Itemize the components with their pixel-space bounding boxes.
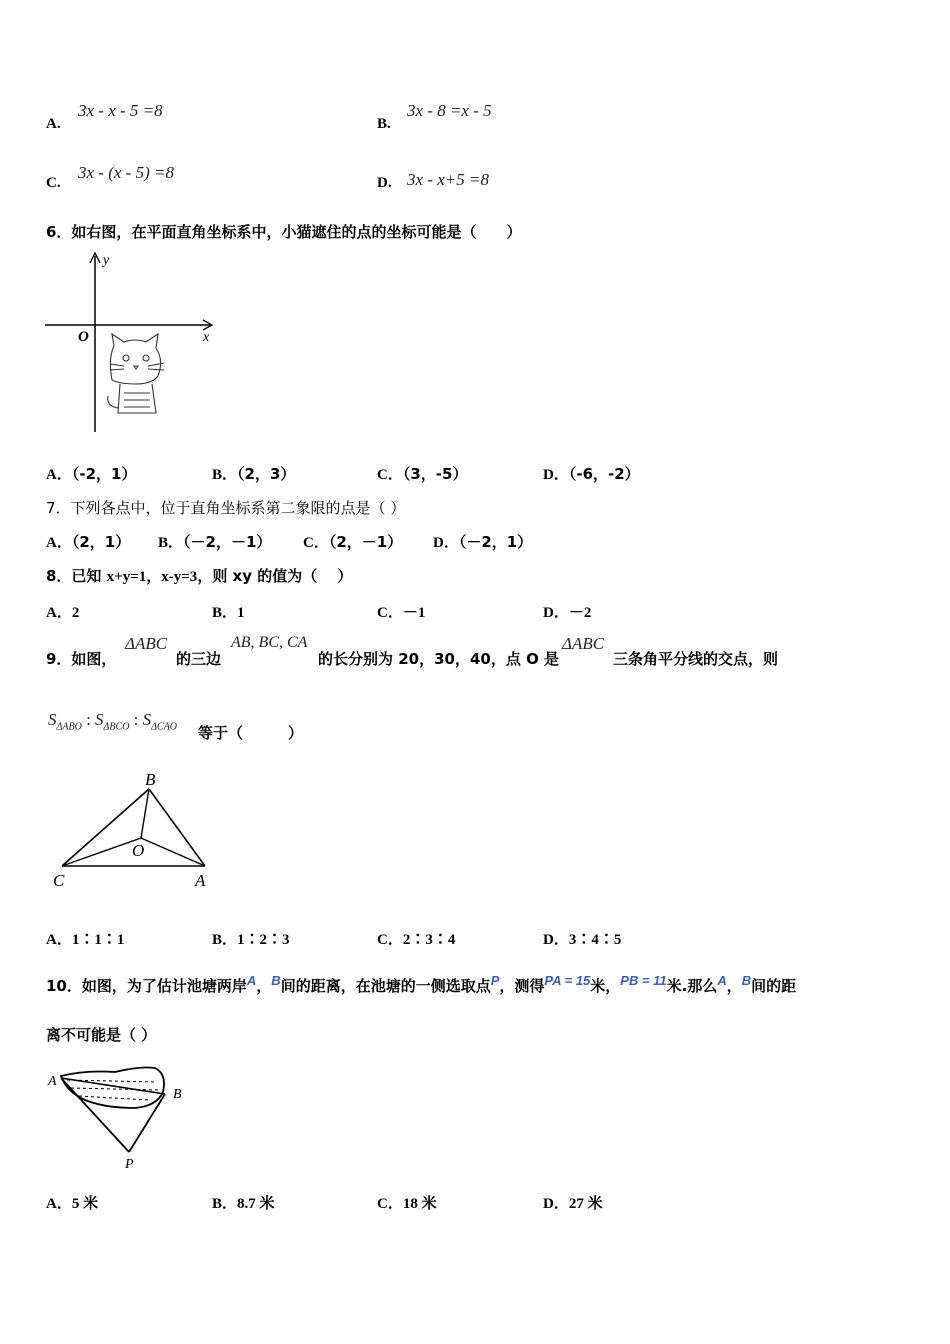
- q10-option-c[interactable]: [377, 1192, 437, 1213]
- q8-option-c[interactable]: [377, 601, 425, 622]
- q8-option-d[interactable]: [543, 601, 591, 622]
- q5-option-d-expr: 3x - x+5 =8: [407, 170, 489, 189]
- q9-sub1: ΔABO: [56, 721, 82, 733]
- q9-sub2: ΔBCO: [103, 721, 130, 733]
- q9-sides: AB, BC, CA: [231, 634, 308, 651]
- q9-equals: 等于（ ）: [198, 724, 304, 742]
- q10-point-a-2: A: [717, 973, 727, 988]
- q9-option-c-value: 2∶3∶4: [402, 932, 456, 948]
- q6-option-b-value: （2，3）: [237, 465, 296, 483]
- q9-s3: S: [142, 710, 152, 729]
- q9-triangle-2: ΔABC: [562, 634, 605, 653]
- q9-colon2: :: [129, 710, 143, 729]
- q9-sub3: ΔCAO: [151, 721, 178, 733]
- q9-area-ratio: [48, 710, 177, 732]
- q10-fig-p: P: [125, 1157, 134, 1172]
- q10-option-b-value: 8.7 米: [237, 1196, 275, 1212]
- q5-option-a-expr: 3x - x - 5 =8: [78, 101, 163, 120]
- q10-option-b[interactable]: [212, 1192, 275, 1213]
- q9-label-a: A: [195, 871, 206, 890]
- q10-t2: 间的距离，在池塘的一侧选取点: [280, 977, 491, 995]
- q6-option-d[interactable]: [543, 463, 640, 484]
- q9-option-c[interactable]: [377, 928, 455, 949]
- q9-label-c: C: [53, 871, 65, 890]
- q7-option-c[interactable]: [303, 531, 402, 552]
- q9-label-b: B: [145, 770, 156, 789]
- q10-option-d[interactable]: [543, 1192, 603, 1213]
- q7-option-d[interactable]: [433, 531, 532, 552]
- q6-option-b-label: B．: [212, 467, 238, 483]
- q10-option-a-value: 5 米: [71, 1196, 99, 1212]
- q8-option-d-label: D．: [543, 605, 569, 621]
- q9-option-b-value: 1∶2∶3: [237, 932, 290, 948]
- q5-option-c-label: C.: [46, 175, 61, 191]
- q6-option-c-label: C．: [377, 467, 403, 483]
- q8-stem: [46, 565, 352, 586]
- q10-t1: 10．如图，为了估计池塘两岸: [46, 977, 247, 995]
- q8-option-b-value: 1: [237, 605, 245, 621]
- q7-option-c-label: C．: [303, 535, 329, 551]
- q9-triangle-1: ΔABC: [125, 634, 168, 653]
- q8-stem-math: x+y=1，x-y=3: [106, 569, 198, 585]
- q7-option-a[interactable]: [46, 531, 130, 552]
- q10-option-b-label: B．: [212, 1196, 238, 1212]
- q7-option-d-label: D．: [433, 535, 459, 551]
- q9-option-a[interactable]: [46, 928, 124, 949]
- q10-option-a-label: A．: [46, 1196, 72, 1212]
- q8-option-c-value: －1: [402, 605, 426, 621]
- q6-stem: 6．如右图，在平面直角坐标系中，小猫遮住的点的坐标可能是（ ）: [46, 223, 522, 241]
- q9-option-b-label: B．: [212, 932, 238, 948]
- q6-option-a[interactable]: [46, 463, 136, 484]
- q8-option-a[interactable]: [46, 601, 79, 622]
- q8-option-a-label: A．: [46, 605, 72, 621]
- q10-pb: PB = 11: [620, 973, 667, 988]
- q6-option-a-label: A．: [46, 467, 72, 483]
- q10-pa: PA = 15: [544, 973, 591, 988]
- q8-option-b-label: B．: [212, 605, 238, 621]
- q6-option-d-value: （-6，-2）: [568, 465, 640, 483]
- q10-option-d-value: 27 米: [568, 1196, 603, 1212]
- q10-point-a: A: [246, 973, 257, 988]
- q9-option-d-label: D．: [543, 932, 569, 948]
- q10-stem-line2: 离不可能是（ ）: [46, 1026, 157, 1044]
- q10-comma1: ，: [256, 977, 272, 995]
- q9-option-c-label: C．: [377, 932, 403, 948]
- q5-option-c-expr: 3x - (x - 5) =8: [78, 163, 174, 182]
- q9-stem-mid3: 三条角平分线的交点，则: [613, 650, 779, 668]
- q5-option-d-label: D.: [377, 175, 392, 191]
- q6-option-c-value: （3，-5）: [402, 465, 468, 483]
- q9-stem-mid2: 的长分别为 20，30，40，点 O 是: [318, 650, 560, 668]
- q10-pond-figure: [45, 1062, 195, 1174]
- q9-stem-num: 9．如图，: [46, 650, 117, 668]
- q6-y-axis-label: y: [103, 253, 110, 268]
- q10-point-b-2: B: [741, 973, 752, 988]
- q9-triangle-figure: [45, 768, 225, 893]
- q10-option-d-label: D．: [543, 1196, 569, 1212]
- q7-option-c-value: （2，－1）: [328, 533, 403, 551]
- q9-option-a-label: A．: [46, 932, 72, 948]
- q9-option-a-value: 1∶1∶1: [71, 932, 125, 948]
- q9-s1: S: [48, 710, 57, 729]
- q10-option-c-label: C．: [377, 1196, 403, 1212]
- q10-fig-b: B: [173, 1087, 182, 1102]
- q8-option-c-label: C．: [377, 605, 403, 621]
- q8-option-b[interactable]: [212, 601, 245, 622]
- q9-option-d-value: 3∶4∶5: [568, 932, 622, 948]
- q10-t3: ，测得: [499, 977, 545, 995]
- q8-option-d-value: －2: [568, 605, 592, 621]
- q9-option-b[interactable]: [212, 928, 290, 949]
- q10-t4: 米，: [590, 977, 621, 995]
- q10-fig-a: A: [48, 1074, 57, 1089]
- q10-option-a[interactable]: [46, 1192, 98, 1213]
- q9-label-o: O: [132, 841, 145, 860]
- q7-option-b-label: B．: [158, 535, 184, 551]
- q10-point-p: P: [490, 973, 500, 988]
- q5-option-b-label: B.: [377, 116, 391, 132]
- q10-option-c-value: 18 米: [402, 1196, 437, 1212]
- q6-option-d-label: D．: [543, 467, 569, 483]
- q9-option-d[interactable]: [543, 928, 621, 949]
- q7-option-b[interactable]: [158, 531, 271, 552]
- q8-stem-pre: 8．已知: [46, 567, 107, 585]
- q9-colon1: :: [81, 710, 96, 729]
- q9-s2: S: [95, 710, 104, 729]
- q10-point-b: B: [271, 973, 281, 988]
- q6-option-c[interactable]: [377, 463, 467, 484]
- q6-option-a-value: （-2，1）: [71, 465, 137, 483]
- q10-t5: 米.那么: [666, 977, 718, 995]
- q8-option-a-value: 2: [71, 605, 80, 621]
- q7-stem: 7．下列各点中，位于直角坐标系第二象限的点是（ ）: [46, 499, 406, 517]
- q7-option-d-value: （－2，1）: [458, 533, 533, 551]
- q5-option-b-expr: 3x - 8 =x - 5: [407, 101, 492, 120]
- q7-option-b-value: （－2，－1）: [183, 533, 272, 551]
- q8-stem-post: ，则 xy 的值为（ ）: [197, 567, 353, 585]
- q6-coordinate-figure: [40, 248, 225, 438]
- q10-stem-line1: [46, 975, 796, 996]
- q10-t6: 间的距: [751, 977, 797, 995]
- q7-option-a-label: A．: [46, 535, 72, 551]
- q6-origin-label: O: [78, 329, 89, 345]
- q5-option-a-label: A.: [46, 116, 61, 132]
- cat-icon: [108, 334, 164, 413]
- q9-stem-mid1: 的三边: [176, 650, 222, 668]
- q7-option-a-value: （2，1）: [71, 533, 131, 551]
- q6-x-axis-label: x: [203, 330, 210, 345]
- q10-comma2: ，: [726, 977, 742, 995]
- q6-option-b[interactable]: [212, 463, 295, 484]
